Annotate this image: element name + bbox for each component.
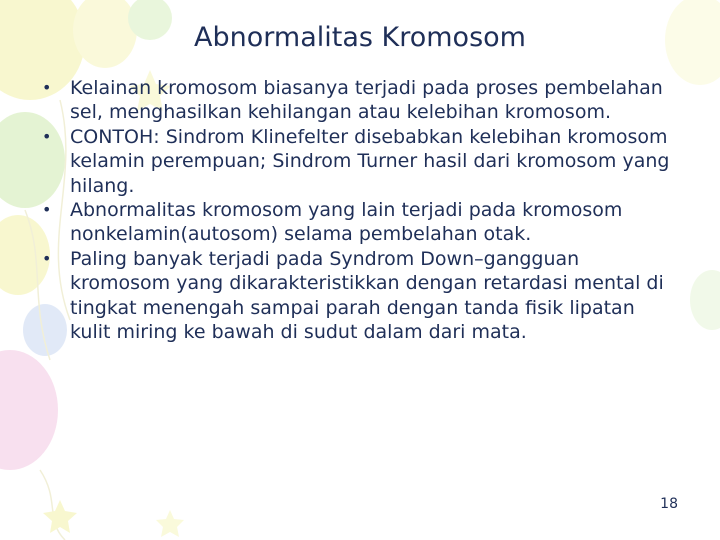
- slide-title: Abnormalitas Kromosom: [194, 22, 526, 53]
- bullet-text-1: Kelainan kromosom biasanya terjadi pada proses pembelahan sel, menghasilkan kehilangan atau kelebihan kromosom.: [70, 77, 663, 124]
- bullet-text-2: CONTOH: Sindrom Klinefelter disebabkan kelebihan kromosom kelamin perempuan; Sindrom Turner hasil dari kromosom yang hilang.: [70, 125, 670, 197]
- balloon-green-right: [690, 270, 720, 330]
- bullet-text-4: Paling banyak terjadi pada Syndrom Down–gangguan kromosom yang dikarakteristikkan dengan retardasi mental di tingkat menengah sampai parah dengan tanda fisik lipatan kulit miring ke bawah di sudut dalam dari mata.: [70, 247, 664, 344]
- bullet-marker: •: [42, 200, 52, 220]
- balloon-pink-left: [0, 350, 58, 470]
- bullet-item-1: [40, 76, 680, 125]
- bullet-marker: •: [42, 248, 52, 268]
- bullet-item-2: [40, 125, 680, 198]
- bullet-text-3: Abnormalitas kromosom yang lain terjadi pada kromosom nonkelamin(autosom) selama pembelahan otak.: [70, 199, 623, 246]
- bullet-marker: •: [42, 126, 52, 146]
- page-number: 18: [660, 496, 678, 512]
- bullet-item-4: [40, 247, 680, 345]
- bullet-marker: •: [42, 78, 52, 97]
- bullet-list: [40, 76, 680, 344]
- bullet-item-3: [40, 198, 680, 247]
- star-shape-3: [156, 510, 184, 537]
- star-shape-2: [43, 500, 77, 533]
